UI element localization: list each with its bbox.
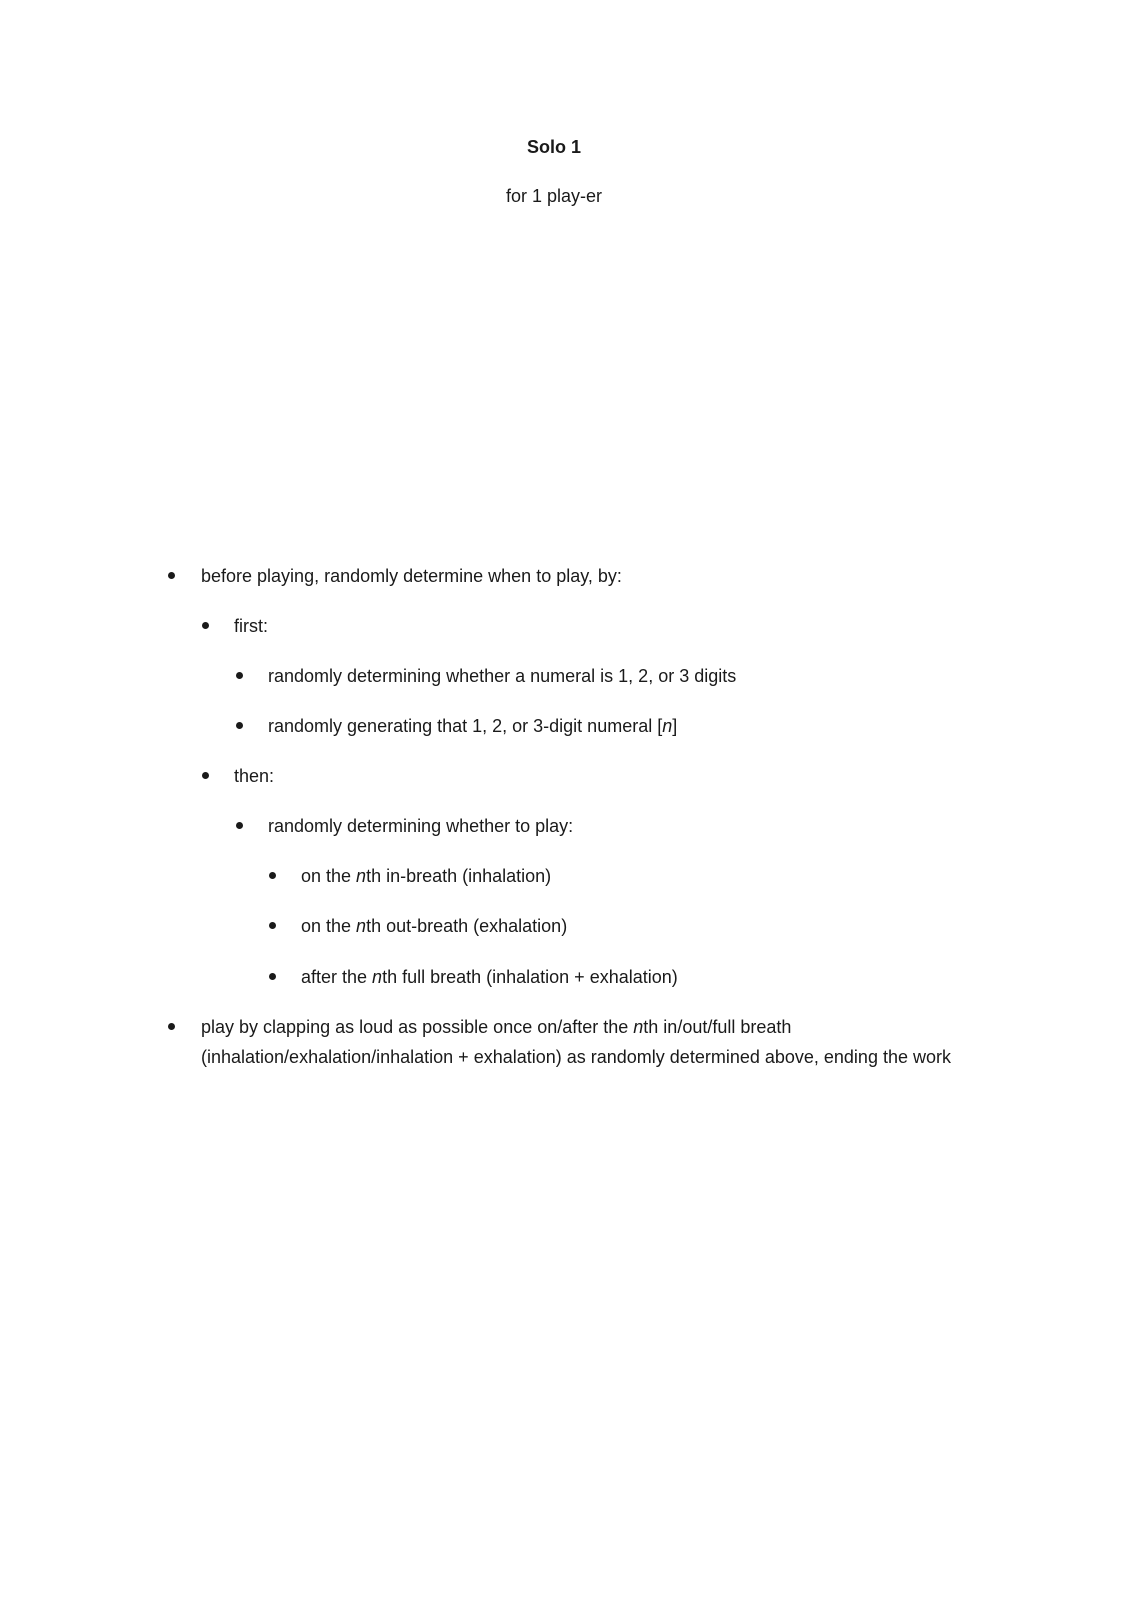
list-item-text: first: (234, 616, 268, 636)
bullet-icon (269, 872, 276, 879)
document-subtitle: for 1 play-er (505, 186, 603, 206)
document-title: Solo 1 (526, 137, 581, 157)
text-run: play by clapping as loud as possible once on/after the (201, 1017, 634, 1037)
variable-n: n (662, 716, 673, 736)
variable-n: n (356, 916, 367, 936)
list-item (168, 1012, 968, 1112)
text-run: th in/out/full breath (inhalation/exhalation/inhalation + exhalation) as randomly determined above, ending the work (201, 1017, 951, 1067)
list-item (236, 811, 936, 841)
text-run: randomly generating that 1, 2, or 3-digit numeral [ (268, 716, 663, 736)
list-item-text: before playing, randomly determine when to play, by: (201, 566, 622, 586)
bullet-icon (236, 722, 243, 729)
bullet-icon (269, 973, 276, 980)
bullet-icon (236, 672, 243, 679)
text-run: th in-breath (inhalation) (366, 866, 552, 886)
list-item-text (201, 1012, 963, 1072)
list-item-text (301, 911, 567, 941)
text-run: th out-breath (exhalation) (366, 916, 568, 936)
list-item (269, 911, 969, 941)
bullet-icon (202, 772, 209, 779)
list-item (269, 962, 969, 992)
text-run: after the (301, 967, 373, 987)
list-item (202, 761, 902, 791)
variable-n: n (372, 967, 383, 987)
bullet-icon (202, 622, 209, 629)
text-run: th full breath (inhalation + exhalation) (382, 967, 678, 987)
text-run: on the (301, 866, 357, 886)
bullet-icon (269, 922, 276, 929)
list-item-text (301, 861, 551, 891)
list-item-text: then: (234, 766, 275, 786)
list-item-text: randomly determining whether a numeral is 1, 2, or 3 digits (268, 666, 737, 686)
list-item (236, 661, 936, 691)
bullet-icon (168, 1023, 175, 1030)
text-run: on the (301, 916, 357, 936)
list-item (236, 711, 936, 741)
list-item (168, 561, 968, 591)
list-item-text: randomly determining whether to play: (268, 816, 574, 836)
list-item-text (268, 711, 677, 741)
variable-n: n (633, 1017, 644, 1037)
list-item-text (301, 962, 678, 992)
text-run: ] (672, 716, 678, 736)
bullet-icon (168, 572, 175, 579)
variable-n: n (356, 866, 367, 886)
list-item (202, 611, 902, 641)
bullet-icon (236, 822, 243, 829)
list-item (269, 861, 969, 891)
